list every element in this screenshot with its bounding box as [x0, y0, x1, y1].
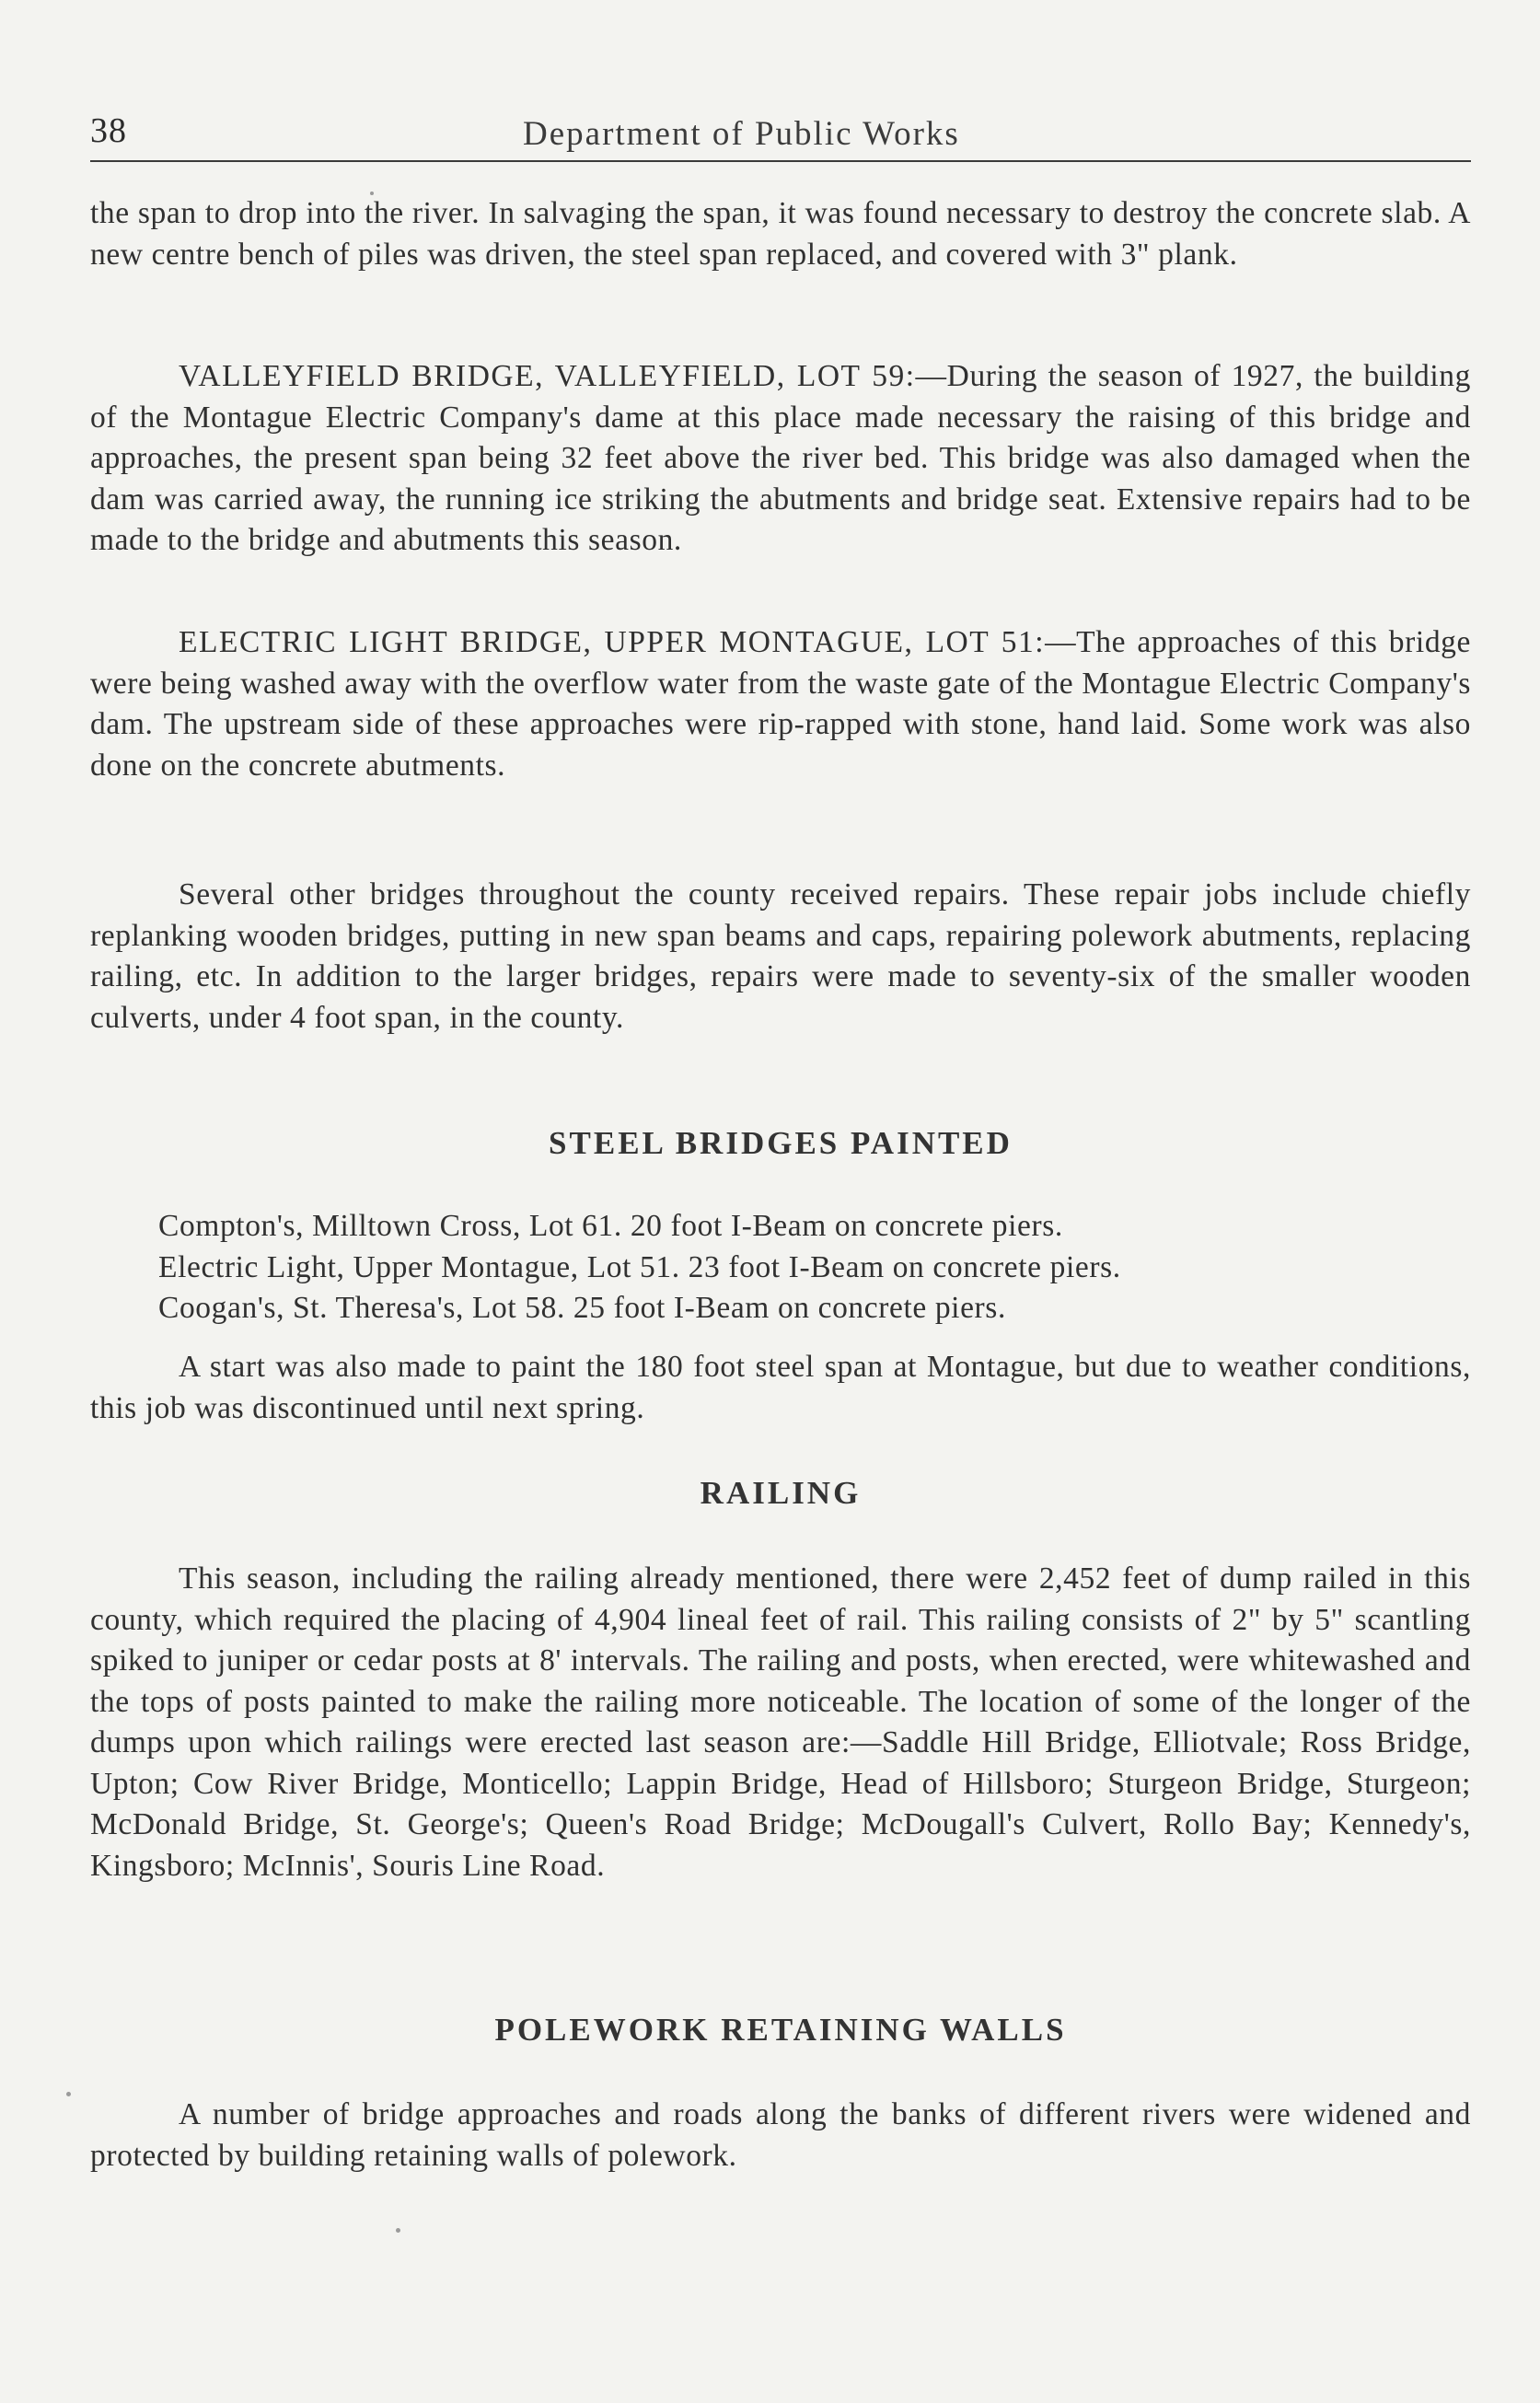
heading-steel-bridges-painted: STEEL BRIDGES PAINTED — [549, 1125, 1013, 1161]
paragraph-painting-start: A start was also made to paint the 180 foot steel span at Montague, but due to weather conditions, this job was discontinued until next spring. — [90, 1350, 1471, 1425]
paragraph-railing: This season, including the railing already mentioned, there were 2,452 feet of dump railed in this county, which required the placing of 4,904 lineal feet of rail. This railing consists of 2" by 5" scantling spiked to juniper or cedar posts at 8' intervals. The railing and posts, when erected, were whitewashed and the tops of posts painted to make the railing more noticeable. The location of some of the longer of the dumps upon which railings were erected last season are:—Saddle Hill Bridge, Elliotvale; Ross Bridge, Upton; Cow River Bridge, Monticello; Lappin Bridge, Head of Hillsboro; Sturgeon Bridge, Sturgeon; McDonald Bridge, St. George's; Queen's Road Bridge; McDougall's Culvert, Rollo Bay; Kennedy's, Kingsboro; McInnis', Souris Line Road. — [90, 1561, 1471, 1883]
paper-speck — [66, 2092, 71, 2096]
painted-bridges-list — [158, 1206, 1465, 1329]
running-head: Department of Public Works — [523, 115, 960, 153]
electric-light-bridge-body: —The approaches of this bridge were being washed away with the overflow water from the waste gate of the Montague Electric Company's dam. The upstream side of these approaches were rip-rapped with stone, hand laid. Some work was also done on the concrete abutments. — [90, 625, 1471, 783]
page-header — [90, 109, 1471, 162]
heading-polework-retaining-walls: POLEWORK RETAINING WALLS — [494, 2012, 1067, 2048]
electric-light-bridge-lead: ELECTRIC LIGHT BRIDGE, UPPER MONTAGUE, LOT 51: — [179, 625, 1046, 659]
painted-bridge-item: Compton's, Milltown Cross, Lot 61. 20 foot I-Beam on concrete piers. — [158, 1209, 1063, 1243]
paragraph-polework: A number of bridge approaches and roads along the banks of different rivers were widened and protected by building retaining walls of polework. — [90, 2097, 1471, 2173]
heading-railing: RAILING — [700, 1475, 862, 1511]
paragraph-other-bridges: Several other bridges throughout the county received repairs. These repair jobs include chiefly replanking wooden bridges, putting in new span beams and caps, repairing polework abutments, replacing railing, etc. In addition to the larger bridges, repairs were made to seventy-six of the smaller wooden culverts, under 4 foot span, in the county. — [90, 877, 1471, 1035]
paper-speck — [370, 192, 374, 195]
paper-speck — [396, 2228, 400, 2233]
paragraph-span-drop: the span to drop into the river. In salvaging the span, it was found necessary to destroy the concrete slab. A new centre bench of piles was driven, the steel span replaced, and covered with 3" plank. — [90, 196, 1471, 272]
paragraph-valleyfield-bridge — [90, 356, 1471, 562]
valleyfield-bridge-lead: VALLEYFIELD BRIDGE, VALLEYFIELD, LOT 59: — [179, 359, 916, 393]
painted-bridge-item: Coogan's, St. Theresa's, Lot 58. 25 foot I-Beam on concrete piers. — [158, 1291, 1006, 1325]
valleyfield-bridge-body: —During the season of 1927, the building of the Montague Electric Company's dame at this place made necessary the raising of this bridge and approaches, the present span being 32 feet above the river bed. This bridge was also damaged when the dam was carried away, the running ice striking the abutments and bridge seat. Extensive repairs had to be made to the bridge and abutments this season. — [90, 359, 1471, 557]
painted-bridge-item: Electric Light, Upper Montague, Lot 51. 23 foot I-Beam on concrete piers. — [158, 1249, 1121, 1284]
page-number: 38 — [90, 111, 127, 150]
paragraph-electric-light-bridge — [90, 622, 1471, 786]
